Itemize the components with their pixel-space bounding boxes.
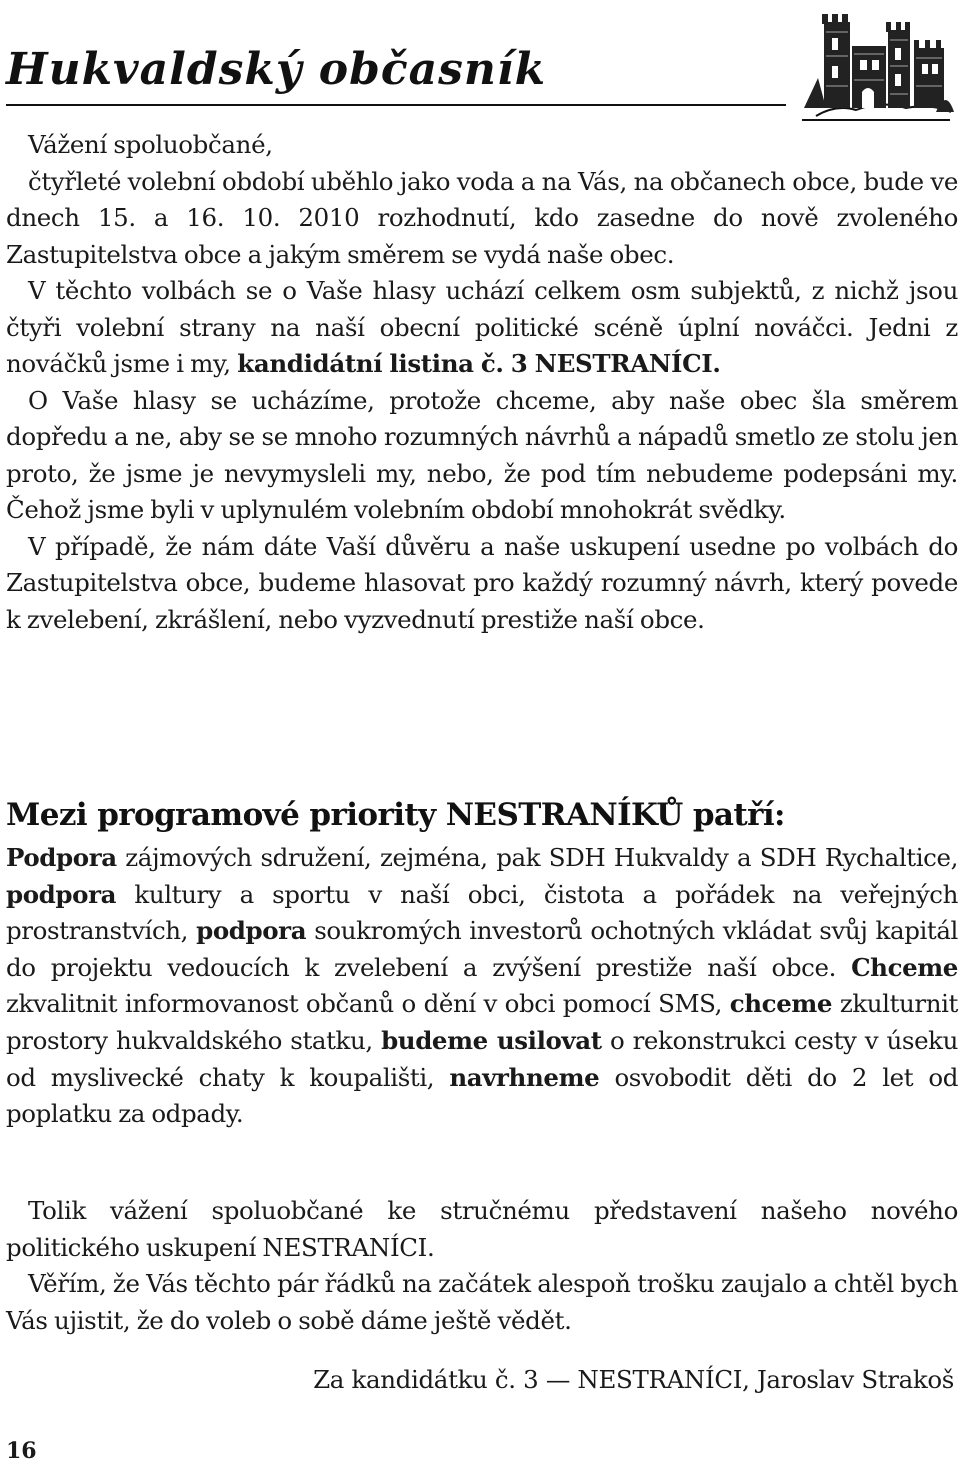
priorities-paragraph [6,840,958,1133]
priority-text: kultury a sportu v naší obci, čistota a pořádek na veřejných prostranstvích, [6,879,958,946]
priorities-heading: Mezi programové priority NESTRANÍKŮ patří: [6,797,785,833]
letter-paragraph-2 [6,273,958,383]
letter-paragraph-2-text: V těchto volbách se o Vaše hlasy uchází celkem osm subjektů, z nichž jsou čtyři volební strany na naší obecní politické scéně úplní nováčci. Jedni z nováčků jsme i my, [6,276,958,378]
letter-body [6,127,958,638]
closing-section [6,1193,958,1339]
priority-keyword: Chceme [851,952,958,982]
masthead-rule [6,104,786,106]
letter-paragraph-3: O Vaše hlasy se ucházíme, protože chceme, aby naše obec šla směrem dopředu a ne, aby se se mnoho rozumných návrhů a nápadů smetlo ze stolu jen proto, že jsme je nevymysleli my, nebo, že pod tím nebudeme podepsáni my. Čehož jsme byli v uplynulém volebním období mnohokrát svědky. [6,385,958,524]
priority-text: soukromých investorů ochotných vkládat svůj kapitál do projektu vedoucích k zvelebení a zvýšení prestiže naší obce. [6,916,958,982]
priority-text: zkvalitnit informovanost občanů o dění v obci pomocí SMS, [6,989,730,1019]
priority-keyword: budeme usilovat [381,1025,602,1055]
letter-paragraph-4: V případě, že nám dáte Vaší důvěru a naše uskupení usedne po volbách do Zastupitelstva obce, budeme hlasovat pro každý rozumný návrh, který povede k zvelebení, zkrášlení, nebo vyzvednutí prestiže naší obce. [6,531,958,634]
priorities-body [6,840,958,1133]
priority-keyword: podpora [196,916,307,946]
closing-paragraph-2: Věřím, že Vás těchto pár řádků na začátek alespoň trošku zaujalo a chtěl bych Vás ujistit, že do voleb o sobě dáme ještě vědět. [6,1269,958,1335]
newsletter-title: Hukvaldský občasník [6,44,547,95]
priority-text: zkulturnit prostory hukvaldského statku, [6,989,958,1055]
letter-greeting: Vážení spoluobčané, [28,130,273,159]
priority-text: zájmových sdružení, zejména, pak SDH Hukvaldy a SDH Rychaltice, [116,843,958,872]
signature: Za kandidátku č. 3 — NESTRANÍCI, Jaroslav Strakoš [313,1365,954,1394]
priority-text: osvobodit děti do 2 let od poplatku za odpady. [6,1062,959,1129]
candidate-list-name: kandidátní listina č. 3 NESTRANÍCI. [237,349,721,378]
priority-text: o rekonstrukci cesty v úseku od myslivecké chaty k koupališti, [6,1025,958,1092]
letter-paragraph-1: čtyřleté volební období uběhlo jako voda a na Vás, na občanech obce, bude ve dnech 15. a 16. 10. 2010 rozhodnutí, kdo zasedne do nově zvoleného Zastupitelstva obce a jakým směrem se vydá naše obec. [6,166,958,269]
page-number: 16 [6,1438,37,1464]
priority-keyword: podpora [6,879,117,909]
priority-keyword: chceme [729,989,833,1019]
closing-paragraph-1: Tolik vážení spoluobčané ke stručnému představení našeho nového politického uskupení NESTRANÍCI. [6,1196,958,1262]
castle-ruin-icon [796,8,956,126]
priority-keyword: navrhneme [449,1062,600,1092]
masthead [6,8,956,118]
priority-keyword: Podpora [6,843,117,872]
